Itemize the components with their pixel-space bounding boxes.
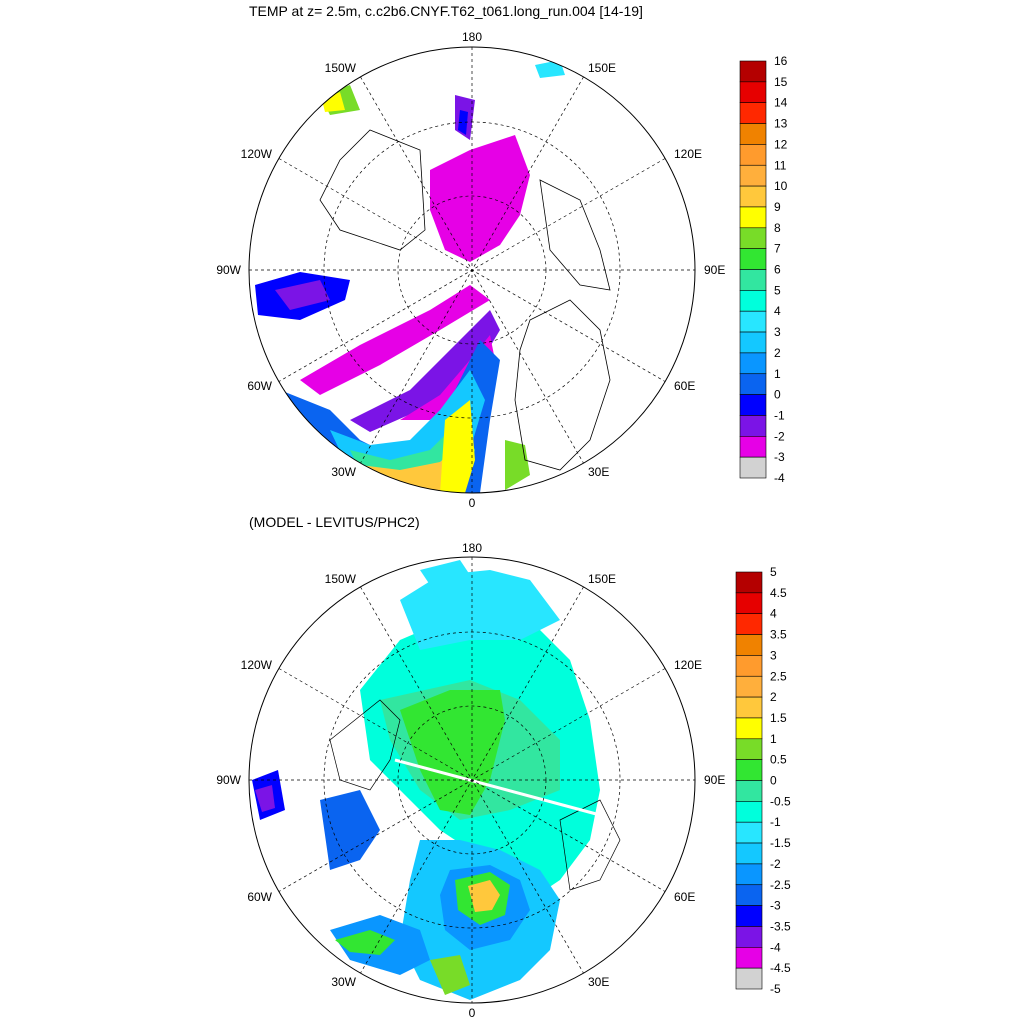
- colorbar-label: 15: [774, 74, 788, 89]
- colorbar-box: [740, 144, 766, 165]
- colorbar-label: -0.5: [770, 794, 791, 809]
- colorbar-box: [740, 290, 766, 311]
- colorbar-label: 14: [774, 95, 788, 110]
- top-lon-90w: 90W: [216, 263, 241, 277]
- top-lon-120e: 120E: [674, 147, 703, 161]
- colorbar-label: 1: [770, 731, 777, 746]
- top-title: TEMP at z= 2.5m, c.c2b6.CNYF.T62_t061.long_run.004 [14-19]: [249, 3, 643, 19]
- colorbar-label: -5: [770, 982, 781, 996]
- colorbar-box: [740, 436, 766, 457]
- bottom-lon-180: 180: [461, 541, 483, 555]
- colorbar-label: -1: [770, 815, 781, 830]
- colorbar-box: [736, 801, 762, 822]
- colorbar-label: -2.5: [770, 877, 791, 892]
- colorbar-box: [736, 718, 762, 739]
- colorbar-box: [736, 864, 762, 885]
- bottom-lon-90e: 90E: [704, 773, 726, 787]
- colorbar-box: [736, 781, 762, 802]
- bottom-lon-120e: 120E: [674, 658, 703, 672]
- colorbar-label: 0: [770, 773, 777, 788]
- top-lon-90e: 90E: [704, 263, 726, 277]
- colorbar-box: [736, 906, 762, 927]
- colorbar-box: [736, 822, 762, 843]
- colorbar-box: [740, 249, 766, 270]
- bottom-panel: [216, 514, 791, 1020]
- colorbar-box: [736, 760, 762, 781]
- colorbar-box: [740, 103, 766, 124]
- colorbar-label: 4.5: [770, 585, 787, 600]
- colorbar-label: 6: [774, 262, 781, 277]
- colorbar-box: [736, 739, 762, 760]
- colorbar-label: 16: [774, 54, 788, 68]
- bottom-lon-60w: 60W: [247, 890, 272, 904]
- colorbar-box: [736, 635, 762, 656]
- colorbar-box: [736, 676, 762, 697]
- colorbar-label: 2: [774, 345, 781, 360]
- colorbar-label: 4: [770, 606, 777, 621]
- colorbar-box: [736, 593, 762, 614]
- colorbar-box: [740, 207, 766, 228]
- colorbar-label: 13: [774, 116, 788, 131]
- bottom-lon-90w: 90W: [216, 773, 241, 787]
- bottom-colorbar: [736, 565, 791, 996]
- colorbar-box: [740, 186, 766, 207]
- colorbar-box: [736, 614, 762, 635]
- colorbar-box: [736, 697, 762, 718]
- top-lon-0: 0: [468, 496, 476, 510]
- bottom-lon-150w: 150W: [324, 572, 356, 586]
- top-lon-150e: 150E: [588, 61, 617, 75]
- top-panel: [216, 3, 787, 510]
- bottom-lon-30e: 30E: [588, 975, 610, 989]
- colorbar-box: [740, 124, 766, 145]
- colorbar-box: [740, 165, 766, 186]
- colorbar-box: [736, 885, 762, 906]
- top-lon-30e: 30E: [588, 465, 610, 479]
- bottom-lon-30w: 30W: [331, 975, 356, 989]
- colorbar-label: -4.5: [770, 961, 791, 976]
- colorbar-label: 10: [774, 179, 788, 194]
- colorbar-label: 9: [774, 199, 781, 214]
- colorbar-label: 0.5: [770, 752, 787, 767]
- top-lon-120w: 120W: [240, 147, 272, 161]
- colorbar-box: [740, 82, 766, 103]
- colorbar-label: 2.5: [770, 669, 787, 684]
- colorbar-box: [736, 947, 762, 968]
- colorbar-label: 3: [770, 648, 777, 663]
- top-colorbar: [740, 54, 788, 485]
- colorbar-box: [740, 311, 766, 332]
- colorbar-box: [736, 843, 762, 864]
- colorbar-label: -2: [774, 429, 785, 444]
- colorbar-label: 5: [770, 565, 777, 579]
- colorbar-label: -3: [774, 450, 785, 465]
- colorbar-label: 4: [774, 304, 781, 319]
- bottom-polar-map: [249, 557, 695, 1003]
- colorbar-label: 1: [774, 366, 781, 381]
- colorbar-box: [736, 926, 762, 947]
- colorbar-label: 0: [774, 387, 781, 402]
- colorbar-label: 3.5: [770, 627, 787, 642]
- bottom-lon-120w: 120W: [240, 658, 272, 672]
- colorbar-box: [740, 270, 766, 291]
- colorbar-label: -1: [774, 408, 785, 423]
- bottom-lon-150e: 150E: [588, 572, 617, 586]
- colorbar-box: [740, 332, 766, 353]
- colorbar-label: -3.5: [770, 919, 791, 934]
- colorbar-label: 5: [774, 283, 781, 298]
- colorbar-label: 7: [774, 241, 781, 256]
- colorbar-label: 1.5: [770, 710, 787, 725]
- colorbar-box: [740, 228, 766, 249]
- colorbar-box: [736, 655, 762, 676]
- top-lon-30w: 30W: [331, 465, 356, 479]
- colorbar-box: [740, 374, 766, 395]
- bottom-title: (MODEL - LEVITUS/PHC2): [249, 514, 420, 530]
- colorbar-label: 11: [774, 158, 787, 173]
- colorbar-box: [740, 353, 766, 374]
- colorbar-box: [736, 572, 762, 593]
- colorbar-label: 3: [774, 325, 781, 340]
- colorbar-label: -1.5: [770, 836, 791, 851]
- top-polar-map: [249, 47, 695, 493]
- top-lon-150w: 150W: [324, 61, 356, 75]
- colorbar-box: [740, 395, 766, 416]
- colorbar-box: [736, 968, 762, 989]
- top-lon-180: 180: [461, 30, 483, 44]
- bottom-lon-60e: 60E: [674, 890, 696, 904]
- colorbar-label: -3: [770, 898, 781, 913]
- bottom-lon-0: 0: [468, 1006, 476, 1020]
- colorbar-box: [740, 61, 766, 82]
- colorbar-label: 12: [774, 137, 788, 152]
- colorbar-label: -4: [774, 471, 785, 485]
- colorbar-label: 2: [770, 690, 777, 705]
- colorbar-label: -2: [770, 856, 781, 871]
- colorbar-box: [740, 457, 766, 478]
- colorbar-box: [740, 415, 766, 436]
- colorbar-label: -4: [770, 940, 781, 955]
- top-lon-60e: 60E: [674, 379, 696, 393]
- colorbar-label: 8: [774, 220, 781, 235]
- top-lon-60w: 60W: [247, 379, 272, 393]
